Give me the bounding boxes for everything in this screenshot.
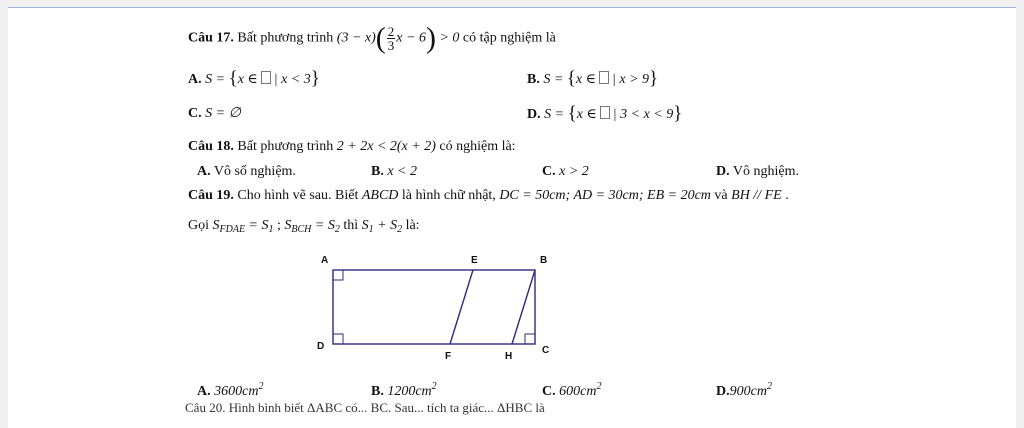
q17-option-a: A. S = {x ∈ | x < 3} bbox=[188, 68, 320, 89]
q19-option-b: B. $1200cm^2$ bbox=[371, 381, 437, 399]
question-18-number: Câu 18. bbox=[188, 139, 234, 154]
rectangle-abcd bbox=[333, 270, 535, 344]
q19-option-c: C. $600cm^2$ bbox=[542, 381, 602, 399]
right-angle-c bbox=[525, 334, 535, 344]
segment-fe bbox=[450, 270, 473, 344]
missing-glyph-box bbox=[599, 71, 609, 84]
q17-option-c: C. S = ∅ bbox=[188, 106, 241, 121]
right-angle-a bbox=[333, 270, 343, 280]
label-h: H bbox=[505, 351, 513, 362]
label-d: D bbox=[317, 341, 325, 352]
q19-option-d: $D.900cm^2$ bbox=[716, 381, 772, 399]
label-f: F bbox=[445, 351, 452, 362]
q18-option-c: C. x > 2 bbox=[542, 164, 589, 179]
q18-option-a: A. Vô số nghiệm. bbox=[197, 164, 296, 179]
question-17-line: Câu 17. Bất phương trình (3 − x)( $\frac{2}{3}$ x − 6) > 0 có tập nghiệm là bbox=[188, 21, 556, 55]
question-19-line: Câu 19. Cho hình vẽ sau. Biết ABCD là hình chữ nhật, DC = 50cm; AD = 30cm; EB = 20cm và BH // FE . bbox=[188, 188, 789, 203]
segment-bh bbox=[512, 270, 535, 344]
question-17-number: Câu 17. bbox=[188, 30, 234, 46]
q17-option-b: B. S = {x ∈ | x > 9} bbox=[527, 68, 659, 89]
missing-glyph-box bbox=[261, 71, 271, 84]
missing-glyph-box bbox=[600, 106, 610, 119]
label-e: E bbox=[471, 255, 478, 266]
right-angle-d bbox=[333, 334, 343, 344]
rectangle-figure bbox=[300, 245, 560, 370]
question-18-line: Câu 18. Bất phương trình 2 + 2x < 2(x + 2) có nghiệm là: bbox=[188, 139, 516, 154]
question-19-number: Câu 19. bbox=[188, 188, 234, 203]
q19-option-a: A. $3600cm^2$ bbox=[197, 381, 264, 399]
q18-option-b: B. x < 2 bbox=[371, 164, 418, 179]
label-c: C bbox=[542, 345, 550, 356]
question-19-line-2: Gọi $S_{FDAE} = S_1$ ; $S_{BCH} = S_2$ thì $S_1 + S_2$ là: bbox=[188, 218, 420, 235]
q17-fraction: $\frac{2}{3}$ bbox=[387, 24, 395, 53]
q18-option-d: D. Vô nghiệm. bbox=[716, 164, 799, 179]
q17-expr-a: (3 − x) bbox=[336, 30, 376, 46]
label-a: A bbox=[321, 255, 329, 266]
q17-option-d: D. S = {x ∈ | 3 < x < 9} bbox=[527, 103, 683, 124]
cut-off-next-line: Câu 20. Hình bình biết ΔABC có... BC. Sau... tích ta giác... ΔHBC là bbox=[185, 400, 545, 415]
label-b: B bbox=[540, 255, 548, 266]
